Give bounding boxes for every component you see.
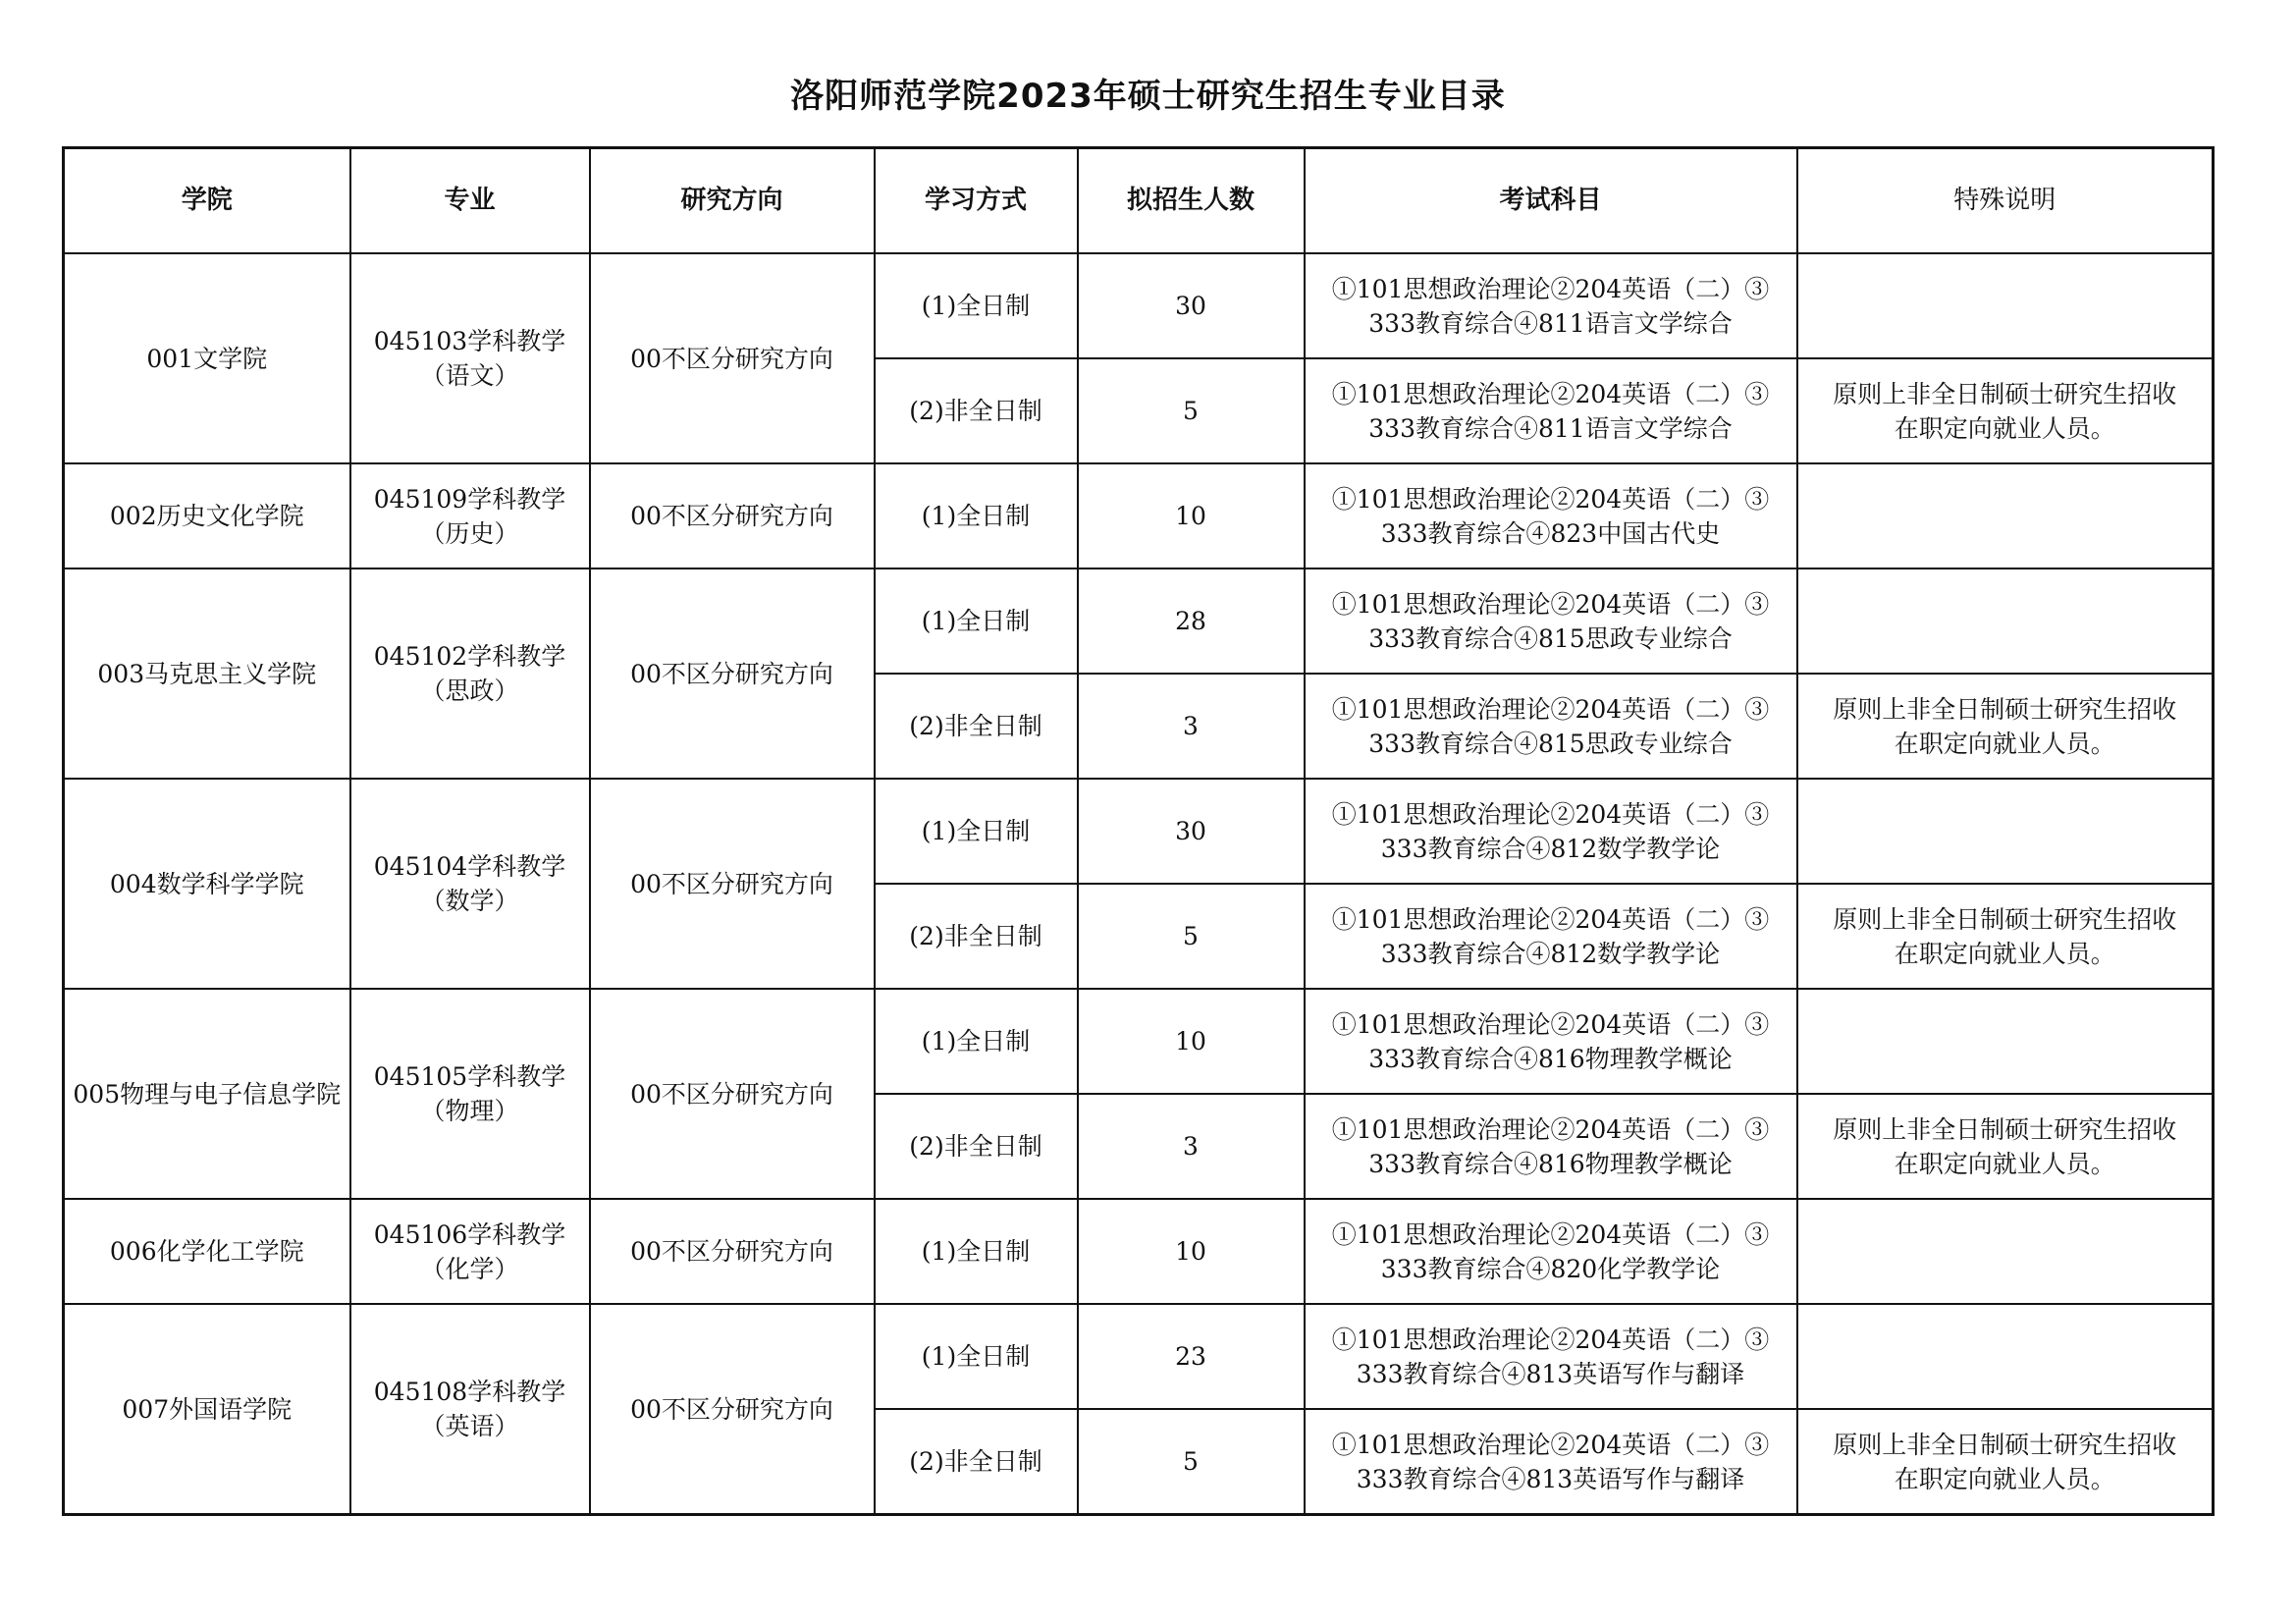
exam-line: 333教育综合④815思政专业综合 [1368,623,1733,653]
college-cell: 006化学化工学院 [64,1199,350,1304]
note-cell [1797,779,2214,884]
exam-line: 333教育综合④811语言文学综合 [1368,413,1733,443]
note-line: 在职定向就业人员。 [1894,413,2115,443]
exam-line: ①101思想政治理论②204英语（二）③ [1331,904,1770,934]
exam-line: ①101思想政治理论②204英语（二）③ [1331,1430,1770,1459]
quota-cell: 5 [1078,1409,1305,1515]
note-line: 原则上非全日制硕士研究生招收 [1833,904,2177,934]
exam-line: ①101思想政治理论②204英语（二）③ [1331,1219,1770,1249]
table-row [64,253,2214,358]
major-code: 045108学科教学 [373,1378,566,1406]
college-cell: 005物理与电子信息学院 [64,989,350,1199]
mode-cell: (1)全日制 [875,1199,1078,1304]
exam-line: 333教育综合④811语言文学综合 [1368,308,1733,338]
note-cell [1797,1199,2214,1304]
note-line: 在职定向就业人员。 [1894,939,2115,968]
direction-cell: 00不区分研究方向 [590,253,875,463]
major-cell [350,1199,590,1304]
exam-line: ①101思想政治理论②204英语（二）③ [1331,1114,1770,1144]
note-line: 原则上非全日制硕士研究生招收 [1833,694,2177,724]
major-cell [350,568,590,779]
direction-cell: 00不区分研究方向 [590,568,875,779]
major-sub: （思政） [420,677,519,705]
note-line: 原则上非全日制硕士研究生招收 [1833,379,2177,408]
exam-cell [1305,463,1797,568]
exam-line: 333教育综合④816物理教学概论 [1368,1044,1733,1073]
exam-cell [1305,1094,1797,1199]
major-sub: （英语） [420,1412,519,1440]
mode-cell: (2)非全日制 [875,358,1078,463]
note-cell [1797,568,2214,674]
mode-cell: (1)全日制 [875,568,1078,674]
exam-cell [1305,1409,1797,1515]
mode-cell: (2)非全日制 [875,884,1078,989]
note-line: 原则上非全日制硕士研究生招收 [1833,1430,2177,1459]
header-quota: 拟招生人数 [1078,148,1305,254]
major-code: 045109学科教学 [373,484,566,514]
enrollment-catalog-table [62,146,2215,1516]
exam-line: ①101思想政治理论②204英语（二）③ [1331,1325,1770,1354]
major-cell [350,1304,590,1515]
major-sub: （语文） [420,361,519,390]
exam-line: 333教育综合④812数学教学论 [1380,834,1721,863]
college-cell: 001文学院 [64,253,350,463]
header-row [64,148,2214,254]
direction-cell: 00不区分研究方向 [590,1199,875,1304]
quota-cell: 10 [1078,1199,1305,1304]
exam-line: ①101思想政治理论②204英语（二）③ [1331,274,1770,303]
quota-cell: 5 [1078,358,1305,463]
major-code: 045102学科教学 [373,642,566,671]
direction-cell: 00不区分研究方向 [590,1304,875,1515]
note-line: 在职定向就业人员。 [1894,729,2115,758]
major-code: 045103学科教学 [373,327,566,355]
exam-cell [1305,779,1797,884]
direction-cell: 00不区分研究方向 [590,779,875,989]
exam-line: ①101思想政治理论②204英语（二）③ [1331,484,1770,514]
quota-cell: 30 [1078,253,1305,358]
major-cell [350,253,590,463]
exam-line: 333教育综合④820化学教学论 [1380,1254,1721,1283]
major-sub: （物理） [420,1097,519,1125]
table-row [64,463,2214,568]
note-cell [1797,253,2214,358]
quota-cell: 30 [1078,779,1305,884]
exam-line: ①101思想政治理论②204英语（二）③ [1331,799,1770,829]
major-code: 045106学科教学 [373,1219,566,1249]
exam-line: 333教育综合④815思政专业综合 [1368,729,1733,758]
exam-line: 333教育综合④823中国古代史 [1380,518,1721,548]
direction-cell: 00不区分研究方向 [590,989,875,1199]
quota-cell: 5 [1078,884,1305,989]
header-note: 特殊说明 [1797,148,2214,254]
direction-cell: 00不区分研究方向 [590,463,875,568]
exam-line: ①101思想政治理论②204英语（二）③ [1331,379,1770,408]
major-sub: （数学） [420,887,519,915]
quota-cell: 10 [1078,463,1305,568]
mode-cell: (2)非全日制 [875,674,1078,779]
note-cell [1797,1094,2214,1199]
exam-line: 333教育综合④816物理教学概论 [1368,1149,1733,1178]
mode-cell: (1)全日制 [875,463,1078,568]
mode-cell: (2)非全日制 [875,1094,1078,1199]
page-title: 洛阳师范学院2023年硕士研究生招生专业目录 [790,77,1506,116]
exam-line: ①101思想政治理论②204英语（二）③ [1331,694,1770,724]
exam-line: 333教育综合④812数学教学论 [1380,939,1721,968]
note-cell [1797,884,2214,989]
major-code: 045104学科教学 [373,852,566,881]
quota-cell: 10 [1078,989,1305,1094]
header-college: 学院 [64,148,350,254]
major-code: 045105学科教学 [373,1062,566,1091]
mode-cell: (2)非全日制 [875,1409,1078,1515]
table-row [64,989,2214,1094]
mode-cell: (1)全日制 [875,779,1078,884]
note-cell [1797,1304,2214,1409]
college-cell: 003马克思主义学院 [64,568,350,779]
header-direction: 研究方向 [590,148,875,254]
quota-cell: 3 [1078,674,1305,779]
college-cell: 007外国语学院 [64,1304,350,1515]
quota-cell: 3 [1078,1094,1305,1199]
exam-cell [1305,568,1797,674]
table-row [64,779,2214,884]
college-cell: 002历史文化学院 [64,463,350,568]
exam-line: 333教育综合④813英语写作与翻译 [1356,1359,1745,1388]
exam-cell [1305,1199,1797,1304]
exam-cell [1305,1304,1797,1409]
note-cell [1797,674,2214,779]
note-line: 在职定向就业人员。 [1894,1149,2115,1178]
header-mode: 学习方式 [875,148,1078,254]
exam-line: 333教育综合④813英语写作与翻译 [1356,1464,1745,1493]
table-row [64,1304,2214,1409]
table-row [64,568,2214,674]
exam-cell [1305,358,1797,463]
major-cell [350,463,590,568]
exam-cell [1305,253,1797,358]
note-cell [1797,463,2214,568]
header-exam: 考试科目 [1305,148,1797,254]
quota-cell: 28 [1078,568,1305,674]
major-cell [350,989,590,1199]
major-sub: （历史） [420,518,519,548]
note-cell [1797,989,2214,1094]
exam-line: ①101思想政治理论②204英语（二）③ [1331,589,1770,619]
mode-cell: (1)全日制 [875,989,1078,1094]
college-cell: 004数学科学学院 [64,779,350,989]
mode-cell: (1)全日制 [875,253,1078,358]
quota-cell: 23 [1078,1304,1305,1409]
header-major: 专业 [350,148,590,254]
table-row [64,1199,2214,1304]
exam-cell [1305,884,1797,989]
note-cell [1797,358,2214,463]
major-sub: （化学） [420,1254,519,1283]
note-cell [1797,1409,2214,1515]
exam-line: ①101思想政治理论②204英语（二）③ [1331,1009,1770,1039]
exam-cell [1305,989,1797,1094]
mode-cell: (1)全日制 [875,1304,1078,1409]
note-line: 在职定向就业人员。 [1894,1464,2115,1493]
exam-cell [1305,674,1797,779]
note-line: 原则上非全日制硕士研究生招收 [1833,1114,2177,1144]
major-cell [350,779,590,989]
